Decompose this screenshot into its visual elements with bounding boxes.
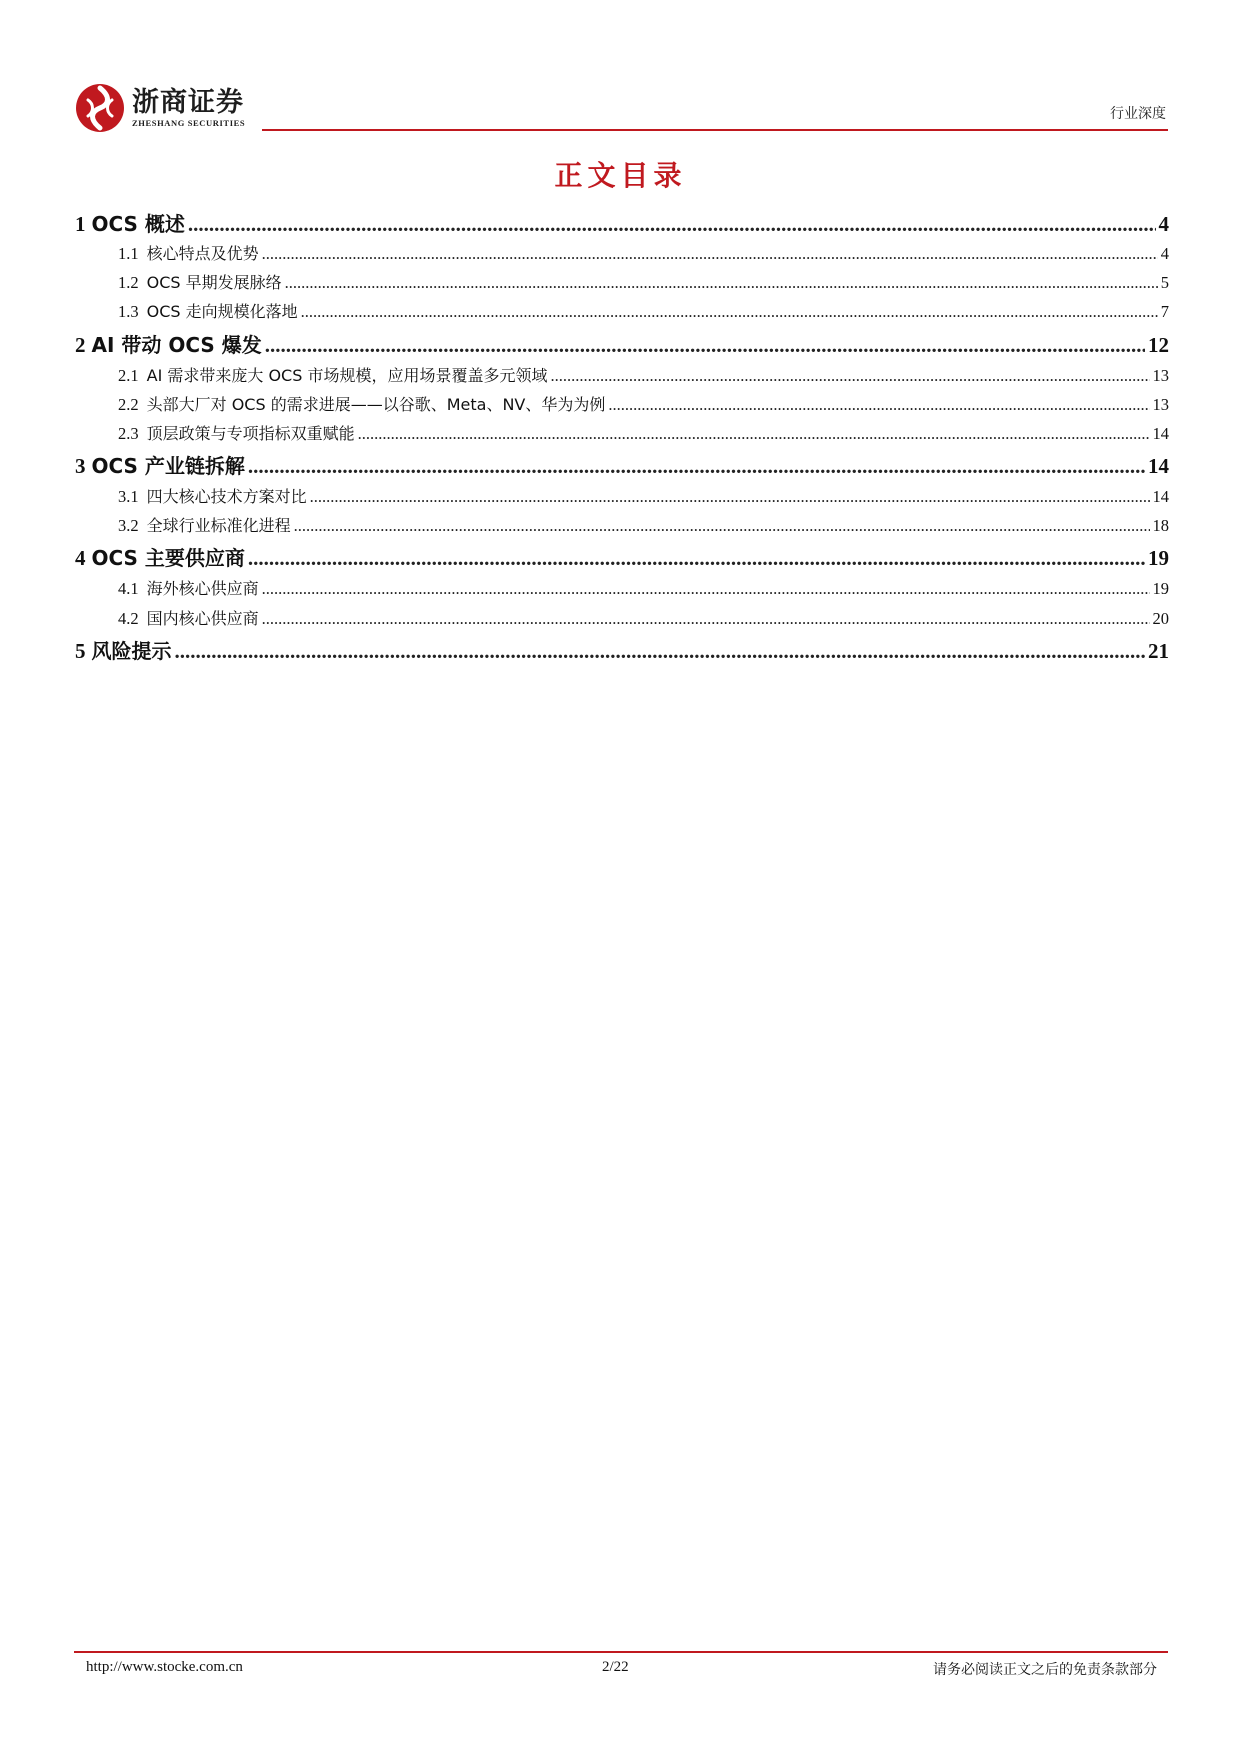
toc-entry-label: AI 需求带来庞大 OCS 市场规模，应用场景覆盖多元领域 — [146, 366, 548, 385]
toc-entry-page: 13 — [1152, 395, 1169, 414]
toc-entry-number: 3 — [75, 454, 86, 478]
toc-entry-label: OCS 走向规模化落地 — [146, 302, 298, 321]
footer-page-number: 2/22 — [602, 1659, 629, 1675]
toc-entry-label: OCS 概述 — [91, 212, 185, 236]
toc-entry-label: 风险提示 — [91, 639, 172, 663]
toc-entry[interactable] — [75, 208, 1169, 237]
toc-dot-leader — [248, 546, 1145, 571]
toc-entry-page: 20 — [1152, 609, 1169, 628]
toc-entry-label: 四大核心技术方案对比 — [146, 487, 307, 506]
toc-entry-label: 国内核心供应商 — [146, 609, 259, 628]
toc-entry-page: 5 — [1160, 273, 1169, 292]
toc-entry-number: 4.1 — [118, 579, 139, 598]
toc-entry-page: 18 — [1152, 516, 1169, 535]
toc-entry-number: 1.2 — [118, 273, 139, 292]
toc-dot-leader — [285, 273, 1158, 293]
toc-entry[interactable] — [75, 450, 1169, 479]
toc-entry[interactable] — [75, 635, 1169, 664]
toc-entry[interactable] — [75, 542, 1169, 571]
toc-dot-leader — [310, 487, 1150, 507]
toc-entry-number: 2 — [75, 333, 86, 357]
brand-logo — [74, 82, 245, 134]
toc-entry-number: 1 — [75, 212, 86, 236]
toc-dot-leader — [358, 424, 1150, 444]
toc-entry-number: 1.3 — [118, 302, 139, 321]
toc-entry-label: 头部大厂对 OCS 的需求进展——以谷歌、Meta、NV、华为为例 — [146, 395, 606, 414]
toc-entry-label: OCS 主要供应商 — [91, 546, 245, 570]
toc-entry-label: OCS 产业链拆解 — [91, 454, 245, 478]
toc-entry-label: AI 带动 OCS 爆发 — [91, 333, 262, 357]
toc-entry-number: 3.2 — [118, 516, 139, 535]
toc-title: 正文目录 — [554, 159, 687, 192]
toc-entry-label: 顶层政策与专项指标双重赋能 — [146, 424, 355, 443]
toc-entry-page: 13 — [1152, 366, 1169, 385]
toc-entry-number: 2.3 — [118, 424, 139, 443]
toc-entry-page: 4 — [1158, 212, 1169, 236]
toc-entry-label: 核心特点及优势 — [146, 244, 259, 263]
toc-entry-number: 2.1 — [118, 366, 139, 385]
report-type-tag: 行业深度 — [1110, 106, 1166, 122]
toc-entry-page: 4 — [1160, 244, 1169, 263]
toc-entry-page: 14 — [1152, 487, 1169, 506]
toc-entry[interactable] — [75, 299, 1169, 322]
toc-entry[interactable] — [75, 363, 1169, 386]
toc-entry-number: 5 — [75, 639, 86, 663]
toc-dot-leader — [262, 579, 1150, 599]
toc-entry-number: 2.2 — [118, 395, 139, 414]
brand-emblem-icon — [74, 82, 126, 134]
toc-entry-page: 14 — [1148, 454, 1169, 478]
toc-entry-page: 21 — [1148, 639, 1169, 663]
toc-entry[interactable] — [75, 329, 1169, 358]
toc-entry[interactable] — [75, 576, 1169, 599]
toc-dot-leader — [262, 244, 1158, 264]
toc-entry-label: 全球行业标准化进程 — [146, 516, 291, 535]
header-divider — [262, 129, 1168, 131]
toc-entry-page: 7 — [1160, 302, 1169, 321]
toc-dot-leader — [188, 212, 1156, 237]
toc-entry-number: 3.1 — [118, 487, 139, 506]
toc-entry[interactable] — [75, 513, 1169, 536]
toc-entry[interactable] — [75, 270, 1169, 293]
footer-website-link[interactable]: http://www.stocke.com.cn — [86, 1659, 243, 1675]
toc-dot-leader — [175, 639, 1146, 664]
toc-entry-page: 19 — [1148, 546, 1169, 570]
toc-entry[interactable] — [75, 421, 1169, 444]
toc-entry[interactable] — [75, 392, 1169, 415]
toc-entry-page: 12 — [1148, 333, 1169, 357]
toc-entry-page: 14 — [1152, 424, 1169, 443]
footer-divider — [74, 1651, 1168, 1653]
toc-entry-page: 19 — [1152, 579, 1169, 598]
toc-entry[interactable] — [75, 484, 1169, 507]
brand-name-en: ZHESHANG SECURITIES — [132, 117, 246, 128]
toc-entry-number: 4 — [75, 546, 86, 570]
toc-dot-leader — [262, 609, 1150, 629]
toc-entry[interactable] — [75, 241, 1169, 264]
toc-dot-leader — [301, 302, 1158, 322]
toc-entry-number: 4.2 — [118, 609, 139, 628]
toc-dot-leader — [294, 516, 1150, 536]
toc-entry[interactable] — [75, 606, 1169, 629]
toc-entry-label: OCS 早期发展脉络 — [146, 273, 282, 292]
toc-entry-label: 海外核心供应商 — [146, 579, 259, 598]
toc-dot-leader — [608, 395, 1149, 415]
toc-dot-leader — [550, 366, 1149, 386]
page-header — [74, 78, 1168, 134]
footer-disclaimer: 请务必阅读正文之后的免责条款部分 — [933, 1662, 1157, 1678]
toc-dot-leader — [248, 454, 1145, 479]
toc-entry-number: 1.1 — [118, 244, 139, 263]
toc-dot-leader — [265, 333, 1145, 358]
brand-name-cn: 浙商证券 — [132, 86, 244, 118]
